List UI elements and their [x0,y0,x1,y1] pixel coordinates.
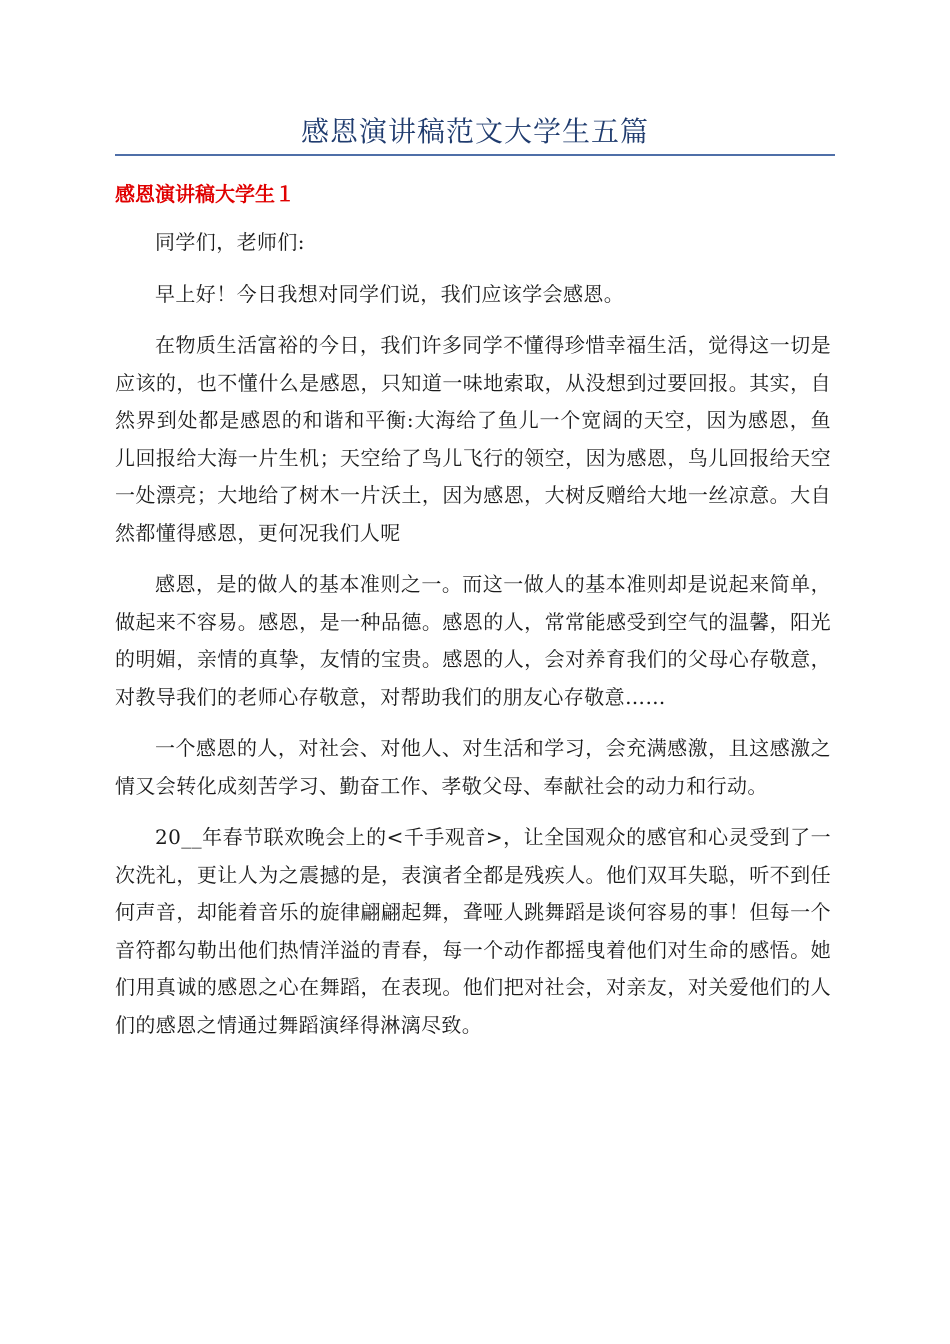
paragraph-greeting: 早上好！今日我想对同学们说，我们应该学会感恩。 [155,281,625,306]
paragraph-salutation: 同学们，老师们: [155,230,305,254]
document-title: 感恩演讲稿范文大学生五篇 [300,115,649,148]
paragraph-principle: 感恩，是的做人的基本准则之一。而这一做人的基本准则却是说起来简单，做起来不容易。感恩，是一种品德。感恩的人，常常能感受到空气的温馨，阳光的明媚，亲情的真挚，友情的宝贵。感恩的人，会对养育我们的父母心存敬意，对教导我们的老师心存敬意，对帮助我们的朋友心存敬意…… [115,572,831,709]
paragraph-thousand-hand: 20__年春节联欢晚会上的<千手观音>，让全国观众的感官和心灵受到了一次洗礼，更让人为之震撼的是，表演者全都是残疾人。他们双耳失聪，听不到任何声音，却能着音乐的旋律翩翩起舞，聋哑人跳舞蹈是谈何容易的事！但每一个音符都勾勒出他们热情洋溢的青春，每一个动作都摇曳着他们对生命的感悟。她们用真诚的感恩之心在舞蹈，在表现。他们把对社会，对亲友，对关爱他们的人们的感恩之情通过舞蹈演绎得淋漓尽致。 [115,825,831,1037]
title-underline [115,154,835,156]
paragraph-grateful-person: 一个感恩的人，对社会、对他人、对生活和学习，会充满感激，且这感激之情又会转化成刻苦学习、勤奋工作、孝敬父母、奉献社会的动力和行动。 [115,736,831,798]
document-body [115,224,831,1058]
section-heading: 感恩演讲稿大学生１ [115,182,295,206]
paragraph-nature: 在物质生活富裕的今日，我们许多同学不懂得珍惜幸福生活，觉得这一切是应该的，也不懂什么是感恩，只知道一味地索取，从没想到过要回报。其实，自然界到处都是感恩的和谐和平衡:大海给了鱼儿一个宽阔的天空，因为感恩，鱼儿回报给大海一片生机；天空给了鸟儿飞行的领空，因为感恩，鸟儿回报给天空一处漂亮；大地给了树木一片沃土，因为感恩，大树反赠给大地一丝凉意。大自然都懂得感恩，更何况我们人呢 [115,333,831,545]
